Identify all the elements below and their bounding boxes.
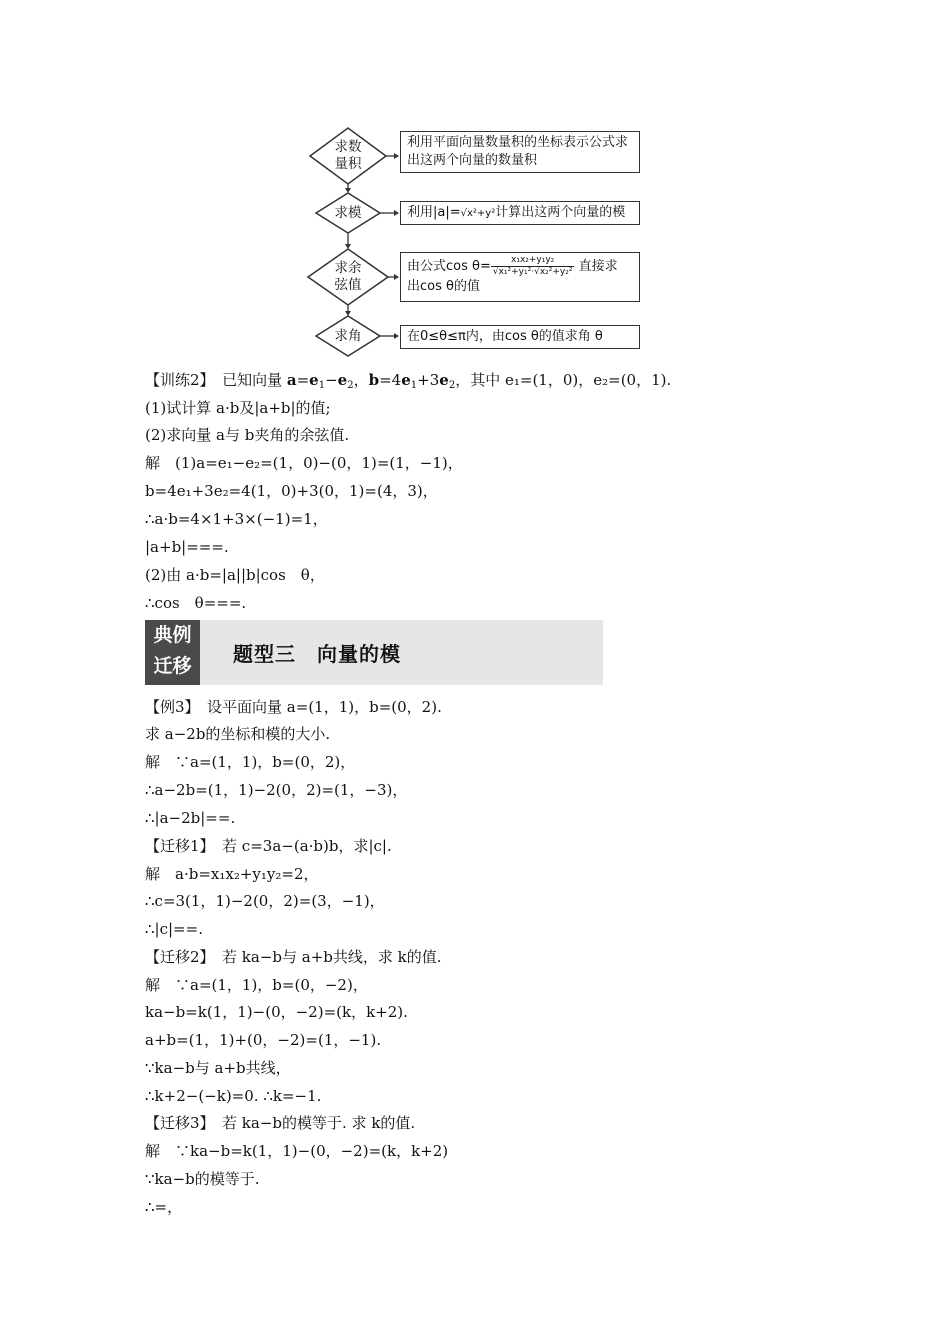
- transfer2-line4: a+b=(1，1)+(0，−2)=(1，−1).: [145, 1031, 382, 1049]
- step-4-box: 在0≤θ≤π内，由cos θ的值求角 θ: [400, 325, 640, 349]
- transfer1-line2: 解 a·b=x₁x₂+y₁y₂=2，: [145, 865, 319, 883]
- transfer3-line2: 解 ∵ka−b=k(1，1)−(0，−2)=(k，k+2): [145, 1142, 449, 1160]
- step-2-text-post: 计算出这两个向量的模: [495, 205, 626, 220]
- transfer1-line3: ∴c=3(1，1)−2(0，2)=(3，−1)，: [145, 892, 385, 910]
- diamond-2-label: 求模: [334, 205, 362, 221]
- step-2-text-pre: 利用|a|=: [407, 205, 461, 220]
- fraction-denominator: √x₁²+y₁²·√x₂²+y₂²: [492, 267, 573, 277]
- training2-stem: 已知向量: [222, 371, 283, 389]
- banner-tag: [145, 620, 200, 685]
- transfer3-line3: ∵ka−b的模等于.: [145, 1170, 260, 1188]
- step-1-box: 利用平面向量数量积的坐标表示公式求 出这两个向量的数量积: [400, 131, 640, 173]
- training2-solution-line3: ∴a·b=4×1+3×(−1)=1，: [145, 510, 328, 528]
- transfer2-line2: 解 ∵a=(1，1)，b=(0，−2)，: [145, 976, 368, 994]
- step-2-box: [400, 201, 640, 225]
- example3-line1: 【例3】 设平面向量 a=(1，1)，b=(0，2).: [145, 698, 442, 716]
- transfer2-line3: ka−b=k(1，1)−(0，−2)=(k，k+2).: [145, 1003, 408, 1021]
- transfer1-line4: ∴|c|==.: [145, 920, 203, 938]
- diamond-3-label: 求余 弦值: [334, 260, 362, 293]
- fraction-numerator: x₁x₂+y₁y₂: [491, 255, 575, 267]
- training2-line1: 【训练2】 已知向量 $a=e_1-e_2$，$b=4e_1+3e_2$，其中 e₁=(1，0)，e₂=(0，1).: [145, 371, 672, 391]
- transfer2-line5: ∵ka−b与 a+b共线，: [145, 1059, 291, 1077]
- training2-question2: (2)求向量 a与 b夹角的余弦值.: [145, 426, 350, 444]
- section-title: 题型三 向量的模: [233, 642, 401, 666]
- banner-tag-line1: 典例: [153, 624, 192, 646]
- step-3-box: [400, 252, 640, 302]
- training2-solution-line6: ∴cos θ===.: [145, 594, 247, 612]
- transfer2-line6: ∴k+2−(−k)=0. ∴k=−1.: [145, 1087, 322, 1105]
- training2-solution-line4: |a+b|===.: [145, 538, 229, 556]
- method-flowchart: [300, 118, 650, 363]
- banner-tag-line2: 迁移: [153, 655, 192, 677]
- step-3-text-post: 直接求: [578, 259, 618, 274]
- transfer3-line1: 【迁移3】 若 ka−b的模等于. 求 k的值.: [145, 1114, 416, 1132]
- training2-solution-line5: (2)由 a·b=|a||b|cos θ，: [145, 566, 325, 584]
- training2-solution-line2: b=4e₁+3e₂=4(1，0)+3(0，1)=(4，3)，: [145, 482, 438, 500]
- example3-line2: 求 a−2b的坐标和模的大小.: [145, 725, 331, 743]
- training2-condition: 其中 e₁=(1，0)，e₂=(0，1).: [470, 371, 672, 389]
- transfer1-line1: 【迁移1】 若 c=3a−(a·b)b，求|c|.: [145, 837, 392, 855]
- diamond-4-label: 求角: [334, 328, 362, 344]
- training2-solution-line1: 解 (1)a=e₁−e₂=(1，0)−(0，1)=(1，−1)，: [145, 454, 463, 472]
- step-3-text-pre: 由公式cos θ=: [407, 259, 491, 274]
- step-3-line2: 出cos θ的值: [407, 279, 480, 294]
- diamond-1-label: 求数 量积: [334, 139, 362, 172]
- section-banner: [145, 620, 603, 685]
- training2-heading: 【训练2】: [145, 371, 208, 389]
- training2-question1: (1)试计算 a·b及|a+b|的值;: [145, 399, 331, 417]
- example3-line4: ∴a−2b=(1，1)−2(0，2)=(1，−3)，: [145, 781, 408, 799]
- step-2-root: √x²+y²: [460, 208, 496, 219]
- example3-line5: ∴|a−2b|==.: [145, 809, 236, 827]
- example3-line3: 解 ∵a=(1，1)，b=(0，2)，: [145, 753, 356, 771]
- cos-formula-fraction: [491, 255, 575, 278]
- transfer2-line1: 【迁移2】 若 ka−b与 a+b共线，求 k的值.: [145, 948, 442, 966]
- transfer3-line4: ∴=，: [145, 1198, 183, 1216]
